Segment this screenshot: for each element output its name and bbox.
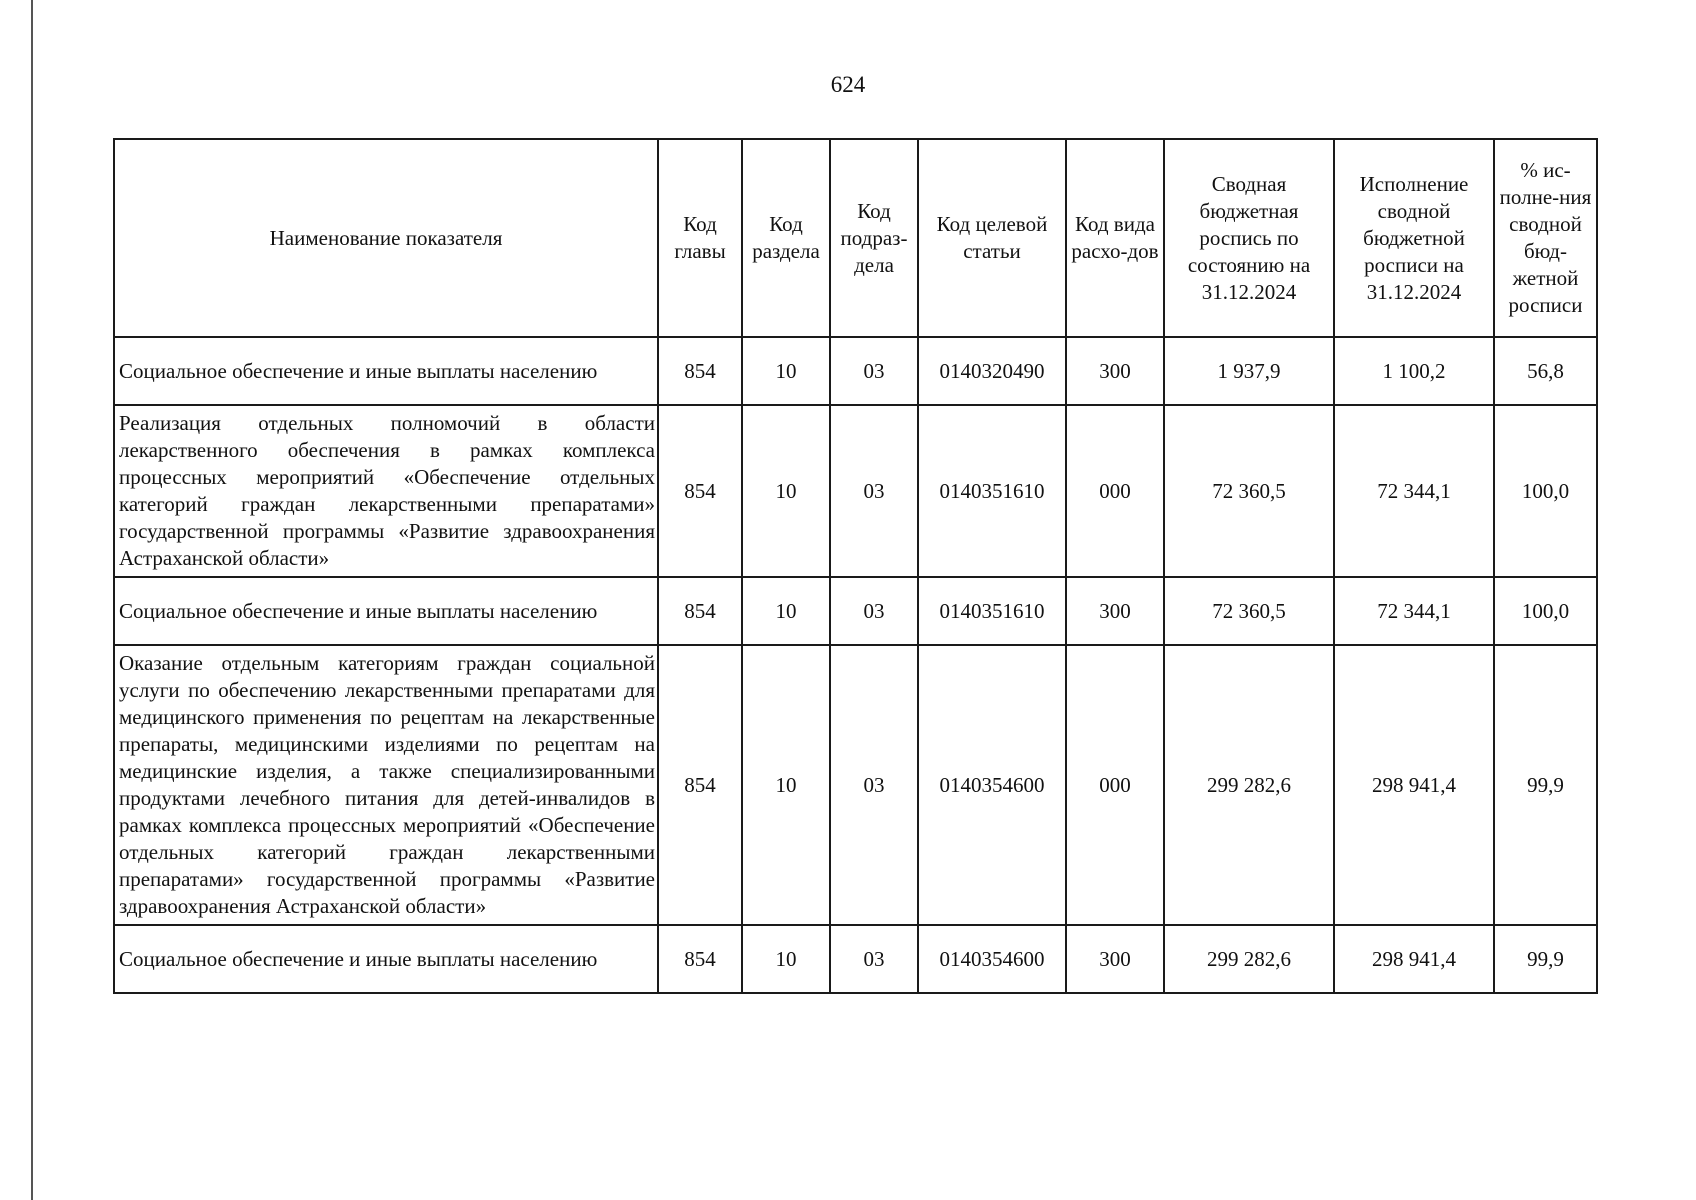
row-budget-list: 72 360,5 <box>1164 405 1334 577</box>
header-chapter-code: Код главы <box>658 139 742 337</box>
row-percent: 99,9 <box>1494 925 1597 993</box>
row-subsection-code: 03 <box>830 577 918 645</box>
row-percent: 100,0 <box>1494 405 1597 577</box>
page-number: 624 <box>830 72 866 97</box>
row-section-code: 10 <box>742 925 830 993</box>
table-row <box>114 577 1597 645</box>
table-row <box>114 337 1597 405</box>
table-row <box>114 645 1597 925</box>
row-section-code: 10 <box>742 577 830 645</box>
header-name: Наименование показателя <box>114 139 658 337</box>
row-target-code: 0140354600 <box>918 645 1066 925</box>
row-target-code: 0140354600 <box>918 925 1066 993</box>
row-section-code: 10 <box>742 337 830 405</box>
row-subsection-code: 03 <box>830 925 918 993</box>
row-execution: 298 941,4 <box>1334 925 1494 993</box>
row-chapter-code: 854 <box>658 405 742 577</box>
row-percent: 56,8 <box>1494 337 1597 405</box>
row-budget-list: 72 360,5 <box>1164 577 1334 645</box>
row-section-code: 10 <box>742 645 830 925</box>
budget-execution-table <box>113 138 1598 994</box>
row-expense-type-code: 300 <box>1066 577 1164 645</box>
row-name: Реализация отдельных полномочий в области лекарственного обеспечения в рамках комплекса процессных мероприятий «Обеспечение отдельных категорий граждан лекарственными препаратами» государственной программы «Развитие здравоохранения Астраханской области» <box>114 405 658 577</box>
row-subsection-code: 03 <box>830 337 918 405</box>
row-chapter-code: 854 <box>658 577 742 645</box>
row-chapter-code: 854 <box>658 645 742 925</box>
row-execution: 1 100,2 <box>1334 337 1494 405</box>
header-target-code: Код целевой статьи <box>918 139 1066 337</box>
row-subsection-code: 03 <box>830 405 918 577</box>
row-execution: 298 941,4 <box>1334 645 1494 925</box>
budget-table-container <box>113 138 1596 994</box>
row-budget-list: 299 282,6 <box>1164 925 1334 993</box>
row-chapter-code: 854 <box>658 337 742 405</box>
page-margin-line <box>31 0 33 1200</box>
header-section-code: Код раздела <box>742 139 830 337</box>
row-expense-type-code: 300 <box>1066 337 1164 405</box>
header-budget-list: Сводная бюджетная роспись по состоянию на 31.12.2024 <box>1164 139 1334 337</box>
row-expense-type-code: 000 <box>1066 645 1164 925</box>
row-target-code: 0140320490 <box>918 337 1066 405</box>
row-percent: 99,9 <box>1494 645 1597 925</box>
row-expense-type-code: 300 <box>1066 925 1164 993</box>
row-execution: 72 344,1 <box>1334 405 1494 577</box>
row-name: Социальное обеспечение и иные выплаты населению <box>114 925 658 993</box>
row-target-code: 0140351610 <box>918 577 1066 645</box>
table-row <box>114 405 1597 577</box>
header-subsection-code: Код подраз-дела <box>830 139 918 337</box>
row-section-code: 10 <box>742 405 830 577</box>
header-expense-type-code: Код вида расхо-дов <box>1066 139 1164 337</box>
header-percent: % ис-полне-ния сводной бюд-жетной росписи <box>1494 139 1597 337</box>
row-name: Социальное обеспечение и иные выплаты населению <box>114 577 658 645</box>
row-budget-list: 299 282,6 <box>1164 645 1334 925</box>
row-target-code: 0140351610 <box>918 405 1066 577</box>
header-execution: Исполнение сводной бюджетной росписи на 31.12.2024 <box>1334 139 1494 337</box>
row-name: Оказание отдельным категориям граждан социальной услуги по обеспечению лекарственными препаратами для медицинского применения по рецептам на лекарственные препараты, медицинскими изделиями по рецептам на медицинские изделия, а также специализированными продуктами лечебного питания для детей-инвалидов в рамках комплекса процессных мероприятий «Обеспечение отдельных категорий граждан лекарственными препаратами» государственной программы «Развитие здравоохранения Астраханской области» <box>114 645 658 925</box>
table-header-row <box>114 139 1597 337</box>
row-subsection-code: 03 <box>830 645 918 925</box>
row-name: Социальное обеспечение и иные выплаты населению <box>114 337 658 405</box>
row-execution: 72 344,1 <box>1334 577 1494 645</box>
row-expense-type-code: 000 <box>1066 405 1164 577</box>
row-percent: 100,0 <box>1494 577 1597 645</box>
row-budget-list: 1 937,9 <box>1164 337 1334 405</box>
row-chapter-code: 854 <box>658 925 742 993</box>
table-row <box>114 925 1597 993</box>
